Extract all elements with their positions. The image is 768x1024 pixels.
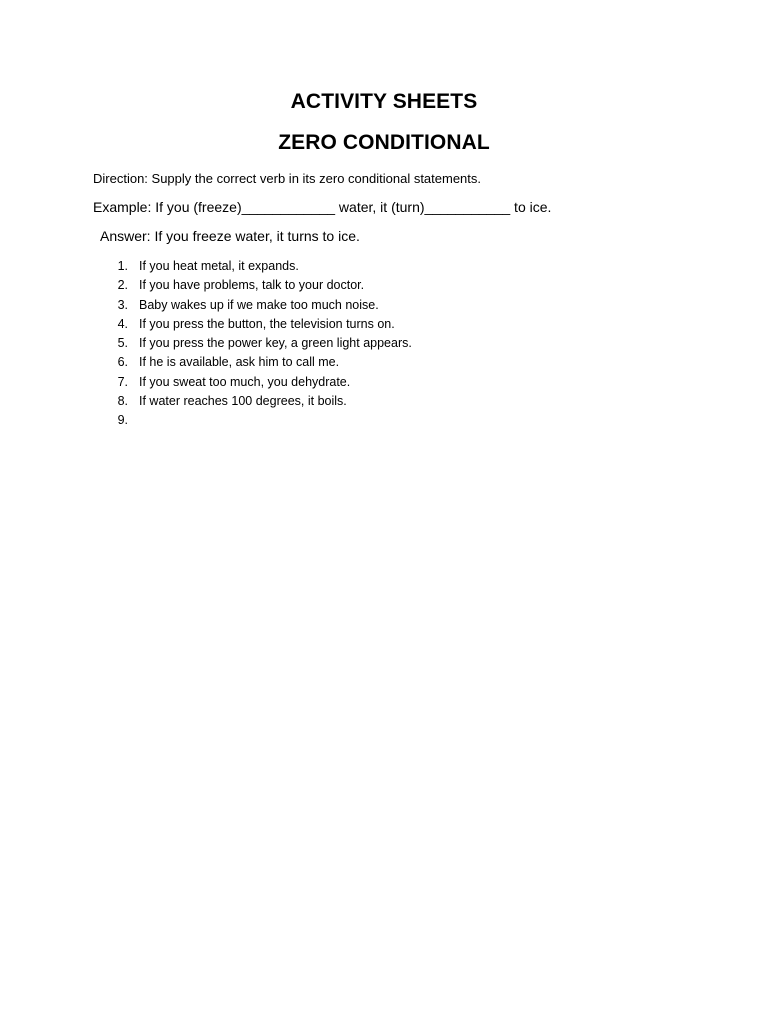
page-subtitle: ZERO CONDITIONAL xyxy=(278,131,490,154)
item-number: 6. xyxy=(117,355,128,370)
item-number: 5. xyxy=(117,336,128,351)
item-text: If you heat metal, it expands. xyxy=(139,259,299,273)
exercise-list xyxy=(0,257,768,431)
item-number: 7. xyxy=(117,374,128,389)
item-number: 9. xyxy=(117,413,128,428)
item-text: If you have problems, talk to your doctor. xyxy=(139,278,365,293)
item-number: 1. xyxy=(117,259,128,273)
list-item xyxy=(0,296,768,315)
example-text: Example: If you (freeze)____________ water, it (turn)___________ to ice. xyxy=(93,199,552,215)
item-text: If you press the button, the television turns on. xyxy=(139,316,395,331)
page-title: ACTIVITY SHEETS xyxy=(290,90,478,113)
item-text: If you sweat too much, you dehydrate. xyxy=(139,374,351,389)
list-item xyxy=(0,276,768,295)
list-item xyxy=(0,334,768,353)
item-text: If he is available, ask him to call me. xyxy=(139,355,340,370)
answer-text: Answer: If you freeze water, it turns to ice. xyxy=(100,228,360,244)
list-item xyxy=(0,257,768,276)
direction-text: Direction: Supply the correct verb in its zero conditional statements. xyxy=(93,171,482,186)
item-text: Baby wakes up if we make too much noise. xyxy=(139,297,379,312)
list-item xyxy=(0,315,768,334)
item-number: 2. xyxy=(117,278,128,293)
list-item xyxy=(0,373,768,392)
item-text: If you press the power key, a green light appears. xyxy=(139,336,412,351)
list-item xyxy=(0,392,768,411)
item-number: 4. xyxy=(117,316,128,331)
list-item xyxy=(0,411,768,430)
list-item xyxy=(0,353,768,372)
item-number: 8. xyxy=(117,394,128,409)
item-number: 3. xyxy=(117,297,128,312)
item-text: If water reaches 100 degrees, it boils. xyxy=(139,394,347,409)
